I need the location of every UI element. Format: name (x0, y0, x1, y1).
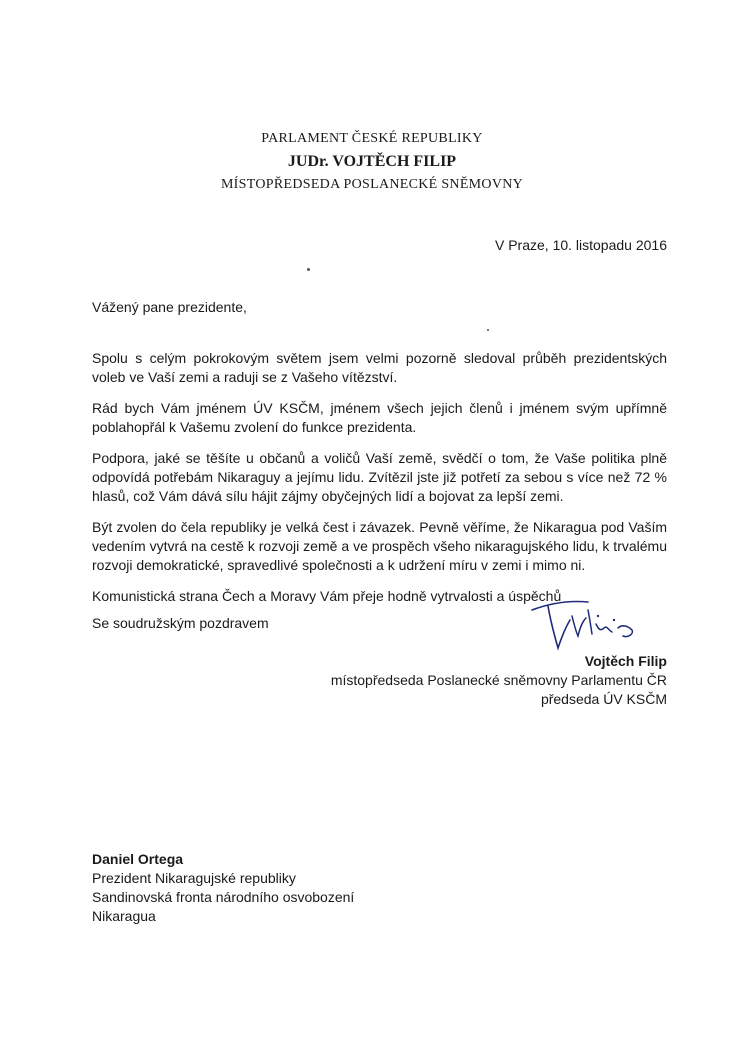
salutation: Vážený pane prezidente, (92, 299, 247, 315)
letterhead-position: MÍSTOPŘEDSEDA POSLANECKÉ SNĚMOVNY (220, 177, 524, 192)
addressee-line: Sandinovská fronta národního osvobození (92, 889, 355, 905)
addressee-line: Prezident Nikaragujské republiky (92, 870, 296, 886)
letterhead (0, 128, 744, 196)
signer-title: místopředseda Poslanecké sněmovny Parlamentu ČR (330, 672, 667, 688)
addressee-line: Nikaragua (92, 908, 156, 924)
paragraph: Komunistická strana Čech a Moravy Vám přeje hodně vytrvalosti a úspěchů (92, 588, 562, 604)
handwritten-signature (528, 598, 643, 656)
letterhead-name: JUDr. VOJTĚCH FILIP (287, 153, 457, 170)
signer-block (331, 652, 667, 709)
letterhead-institution: PARLAMENT ČESKÉ REPUBLIKY (261, 131, 483, 146)
paper-speck (487, 329, 489, 331)
paragraph: Podpora, jaké se těšíte u občanů a voličů Vaší země, svědčí o tom, že Vaše politika plně odpovídá potřebám Nikaraguy a jejímu lidu. Zvítězil jste již potřetí za sebou s více než 72 % hlasů, což Vám dává sílu hájit zájmy obyčejných lidí a bojovat za lepší zemi. (92, 450, 667, 504)
paragraph: Rád bych Vám jménem ÚV KSČM, jménem všech jejich členů i jménem svým upřímně poblahopřál k Vašemu zvolení do funkce prezidenta. (92, 400, 667, 435)
paragraph: Spolu s celým pokrokovým světem jsem velmi pozorně sledoval průběh prezidentských voleb ve Vaší zemi a raduji se z Vašeho vítězství. (92, 350, 667, 385)
addressee-block (92, 850, 354, 926)
letter-date: V Praze, 10. listopadu 2016 (494, 237, 667, 253)
addressee-name: Daniel Ortega (92, 851, 184, 867)
paper-speck (307, 268, 310, 271)
paragraph: Být zvolen do čela republiky je velká čest i závazek. Pevně věříme, že Nikaragua pod Vaším vedením vytvrá na cestě k rozvoji země a ve prospěch všeho nikaragujského lidu, k trvalému rozvoji demokratické, spravedlivé společnosti a k udržení míru v zemi i mimo ni. (92, 519, 667, 573)
closing: Se soudružským pozdravem (92, 615, 269, 631)
signer-name: Vojtěch Filip (584, 653, 667, 669)
signer-title: předseda ÚV KSČM (540, 691, 667, 707)
